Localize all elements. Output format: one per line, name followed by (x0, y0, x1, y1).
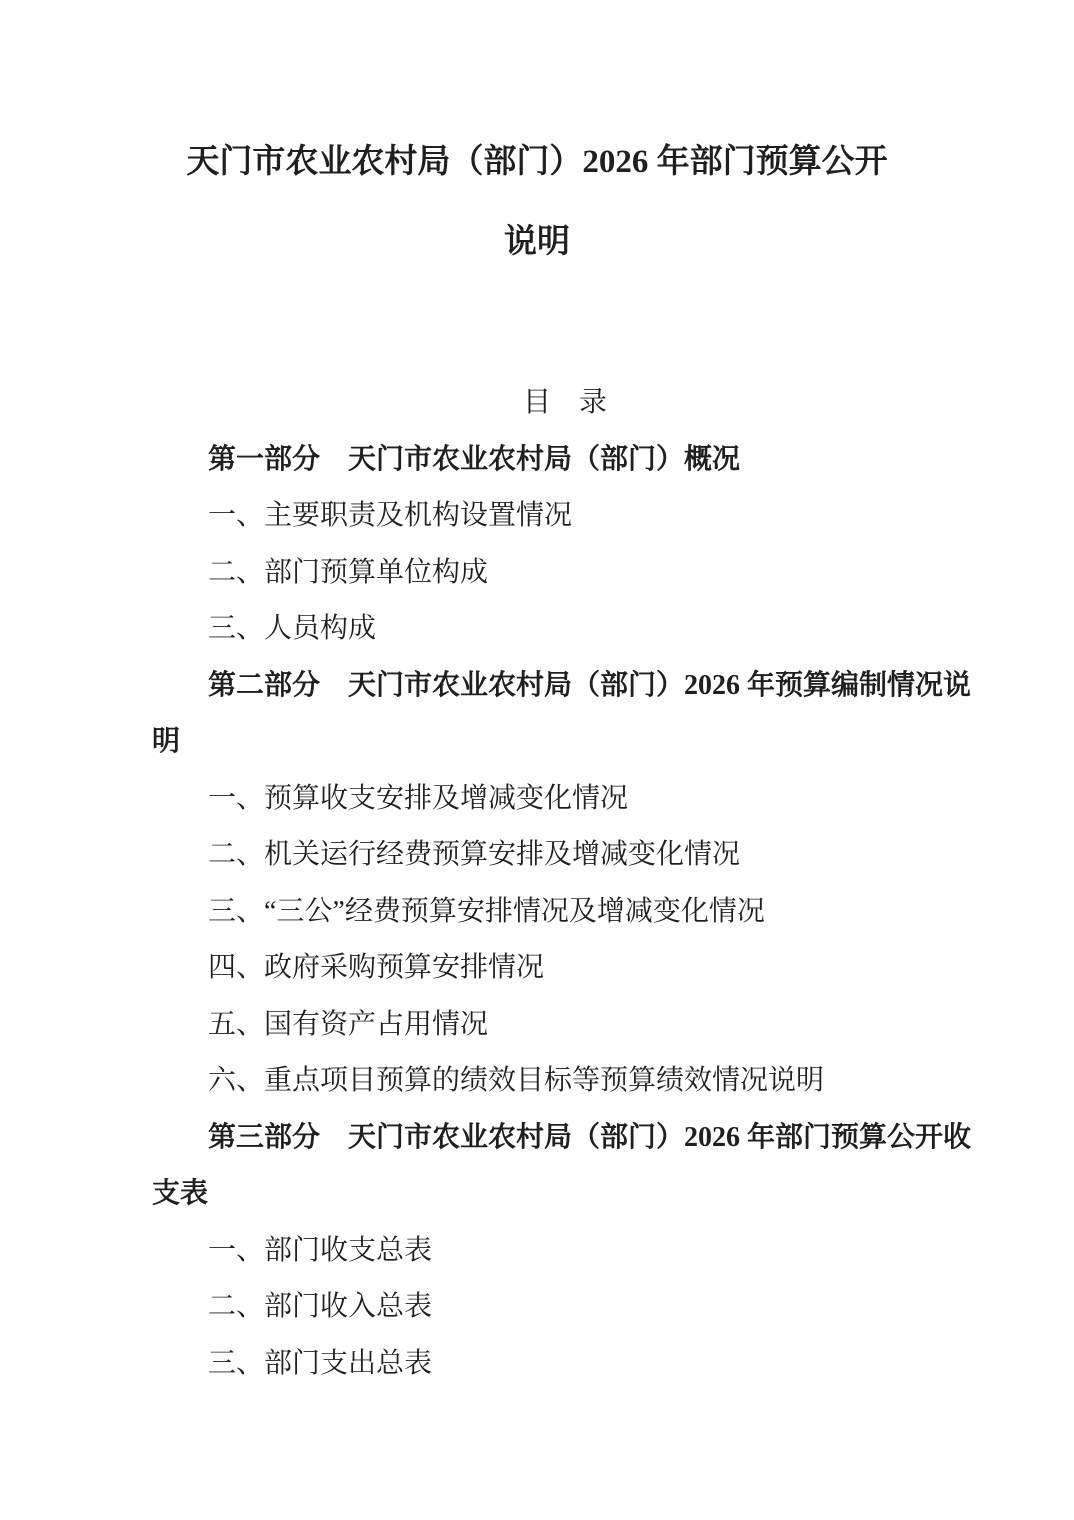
toc-entry (152, 488, 922, 545)
toc-entry (152, 997, 922, 1054)
toc-line: 第二部分 天门市农业农村局（部门）2026 年预算编制情况说 (208, 669, 972, 701)
toc-section-heading (152, 1110, 972, 1223)
toc-line: 四、政府采购预算安排情况 (208, 952, 545, 983)
toc-line: 一、主要职责及机构设置情况 (208, 500, 573, 531)
toc-line: 支表 (152, 1178, 209, 1209)
toc-entry (152, 940, 922, 997)
toc-entry (152, 884, 922, 941)
toc-line: 一、部门收支总表 (208, 1234, 433, 1266)
toc-line: 五、国有资产占用情况 (208, 1008, 489, 1040)
document-title-line-1: 天门市农业农村局（部门）2026 年部门预算公开 (186, 144, 888, 180)
toc-section-heading (152, 432, 922, 489)
toc-line: 第三部分 天门市农业农村局（部门）2026 年部门预算公开收 (208, 1121, 972, 1153)
toc-line: 三、人员构成 (208, 613, 377, 644)
toc-line: 第一部分 天门市农业农村局（部门）概况 (208, 443, 741, 475)
toc-entry (152, 1053, 922, 1110)
document-title-line-2: 说明 (504, 224, 570, 260)
toc-entry (152, 827, 922, 884)
toc-entry (152, 1336, 922, 1393)
toc-line: 三、部门支出总表 (208, 1347, 433, 1379)
toc-entry (152, 1223, 922, 1280)
toc-line: 三、“三公”经费预算安排情况及增减变化情况 (208, 895, 765, 927)
toc-heading: 目 录 (522, 387, 607, 418)
toc-line: 二、部门收入总表 (208, 1291, 433, 1322)
document-title (152, 122, 922, 282)
toc-section-heading (152, 658, 972, 771)
toc-entry (152, 771, 922, 828)
toc-line: 明 (152, 726, 181, 757)
toc-line: 二、机关运行经费预算安排及增减变化情况 (208, 839, 741, 870)
toc-list (152, 432, 972, 1393)
toc-entry (152, 601, 922, 658)
toc-line: 一、预算收支安排及增减变化情况 (208, 782, 629, 814)
toc-line: 二、部门预算单位构成 (208, 556, 489, 588)
toc-entry (152, 545, 922, 602)
toc-entry (152, 1279, 922, 1336)
toc-line: 六、重点项目预算的绩效目标等预算绩效情况说明 (208, 1065, 825, 1096)
